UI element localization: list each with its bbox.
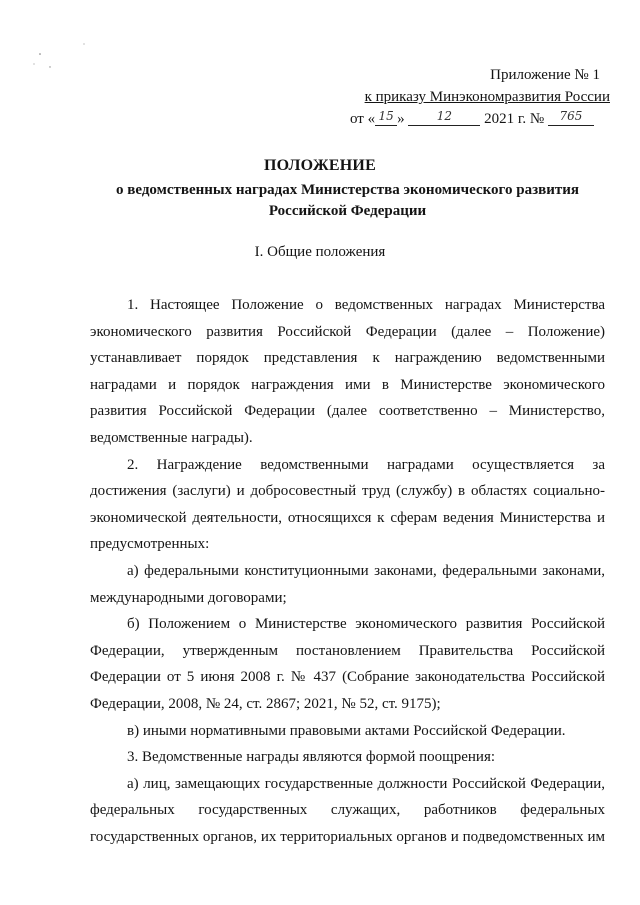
appendix-label: Приложение № 1: [490, 67, 600, 83]
paragraph-1: 1. Настоящее Положение о ведомственных наградах Министерства экономического развития Российской Федерации (далее – Положение) устанавливает порядок представления к награждению ведомственными наградами и порядок награждения ими в Министерстве экономического развития Российской Федерации (далее соответственно – Министерство, ведомственные награды).: [90, 297, 605, 446]
scan-artifact-marks: [30, 40, 90, 80]
appendix-header: [350, 64, 610, 130]
section-title: I. Общие положения: [254, 244, 386, 260]
order-date-line: [350, 108, 610, 130]
date-day-field: [375, 108, 397, 126]
order-number-handwritten: 765: [559, 109, 583, 123]
paragraph-3: 3. Ведомственные награды являются формой поощрения:: [127, 749, 496, 766]
date-prefix: от «: [350, 111, 376, 127]
document-subtitle: о ведомственных наградах Министерства экономического развития Российской Федерации: [116, 182, 579, 219]
paragraph-2: 2. Награждение ведомственными наградами осуществляется за достижения (заслуги) и добросовестный труд (службу) в областях социально-экономической деятельности, относящихся к сферам ведения Министерства и предусмотренных:: [90, 456, 605, 553]
document-title: ПОЛОЖЕНИЕ: [264, 157, 376, 174]
paragraph-2b: б) Положением о Министерстве экономического развития Российской Федерации, утвержденным постановлением Правительства Российской Федерации от 5 июня 2008 г. № 437 (Собрание законодательства Российской Федерации, 2008, № 24, ст. 2867; 2021, № 52, ст. 9175);: [90, 616, 605, 712]
document-body: [90, 292, 605, 850]
date-day-handwritten: 15: [378, 109, 394, 123]
date-month-handwritten: 12: [436, 109, 452, 123]
paragraph-3a: а) лиц, замещающих государственные должности Российской Федерации, федеральных государственных служащих, работников федеральных государственных органов, их территориальных органов и подведомственных им: [90, 775, 605, 845]
order-number-field: [548, 108, 594, 126]
date-mid: »: [397, 111, 405, 127]
paragraph-2a: а) федеральными конституционными законами, федеральными законами, международными договорами;: [90, 562, 605, 606]
order-reference: к приказу Минэкономразвития России: [364, 89, 610, 105]
date-year-suffix: 2021 г. №: [484, 111, 545, 127]
paragraph-2c: в) иными нормативными правовыми актами Российской Федерации.: [127, 722, 566, 739]
date-month-field: [408, 108, 480, 126]
